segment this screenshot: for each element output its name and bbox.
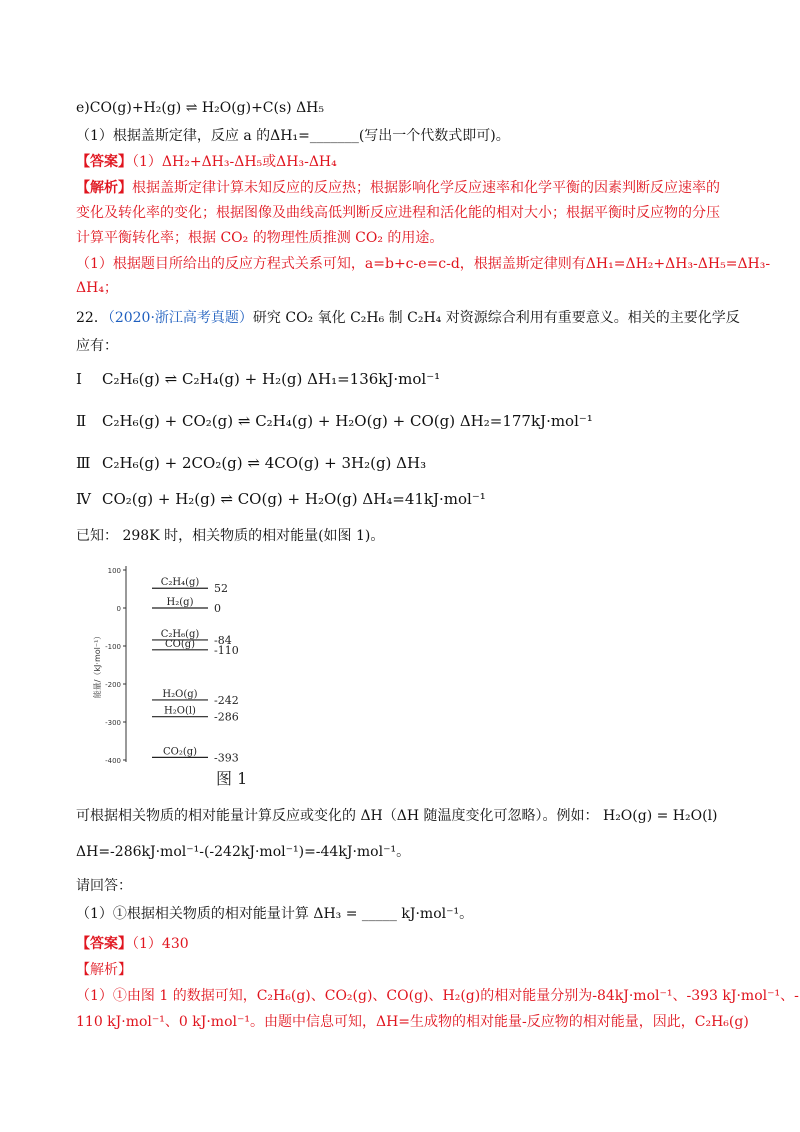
energy-value-label: -393 (214, 751, 239, 765)
species-label: C₂H₄(g) (160, 577, 200, 589)
energy-value-label: -110 (214, 643, 239, 657)
species-label: C₂H₆(g) (160, 628, 200, 640)
answer-2 (76, 934, 189, 954)
question-1-previous: （1）根据盖斯定律，反应 a 的ΔH₁=_______(写出一个代数式即可)。 (76, 128, 510, 144)
question-1: （1）①根据相关物质的相对能量计算 ΔH₃ = _____ kJ·mol⁻¹。 (76, 906, 474, 922)
species-label: CO₂(g) (162, 746, 198, 758)
question-22-line-1 (76, 308, 740, 328)
y-tick-label: -400 (105, 757, 121, 765)
reaction-4 (76, 490, 486, 508)
calc-line-2: ΔH=-286kJ·mol⁻¹-(-242kJ·mol⁻¹)=-44kJ·mol⁻¹。 (76, 844, 411, 860)
species-label: H₂O(g) (162, 688, 198, 700)
analysis-1-line-2: 变化及转化率的变化；根据图像及曲线高低判断反应进程和活化能的相对大小；根据平衡时反应物的分压 (76, 205, 720, 221)
reaction-number: Ⅱ (76, 412, 87, 430)
analysis-2-line-1: （1）①由图 1 的数据可知，C₂H₆(g)、CO₂(g)、CO(g)、H₂(g)的相对能量分别为-84kJ·mol⁻¹、-393 kJ·mol⁻¹、- (76, 988, 799, 1004)
reaction-equation: C₂H₆(g) ⇌ C₂H₄(g) + H₂(g) ΔH₁=136kJ·mol⁻¹ (102, 370, 441, 388)
energy-level-chart (92, 558, 272, 794)
question-text: 研究 CO₂ 氧化 C₂H₆ 制 C₂H₄ 对资源综合利用有重要意义。相关的主要化学反 (252, 310, 740, 326)
reaction-number: Ⅲ (76, 454, 91, 472)
reaction-2 (76, 412, 593, 430)
y-tick-label: -200 (105, 681, 121, 689)
reaction-number: Ⅰ (76, 370, 82, 388)
analysis-2-tag: 【解析】 (76, 962, 132, 978)
answer-tag: 【答案】 (76, 936, 132, 952)
analysis-1-line-5: ΔH₄； (76, 280, 118, 296)
calc-line-1: 可根据相关物质的相对能量计算反应或变化的 ΔH（ΔH 随温度变化可忽略）。例如： H₂O(g) = H₂O(l) (76, 808, 718, 824)
energy-value-label: 0 (214, 602, 221, 615)
energy-value-label: 52 (214, 582, 228, 596)
reaction-equation: CO₂(g) + H₂(g) ⇌ CO(g) + H₂O(g) ΔH₄=41kJ·mol⁻¹ (102, 490, 486, 508)
question-22-line-2: 应有： (76, 338, 118, 354)
question-number: 22． (76, 310, 108, 326)
known-conditions: 已知： 298K 时，相关物质的相对能量(如图 1)。 (76, 528, 385, 544)
reaction-equation: C₂H₆(g) + CO₂(g) ⇌ C₂H₄(g) + H₂O(g) + CO(g) ΔH₂=177kJ·mol⁻¹ (102, 412, 593, 430)
analysis-2-line-2: 110 kJ·mol⁻¹、0 kJ·mol⁻¹。由题中信息可知，ΔH=生成物的相对能量-反应物的相对能量，因此，C₂H₆(g) (76, 1014, 749, 1030)
answer-1 (76, 152, 337, 172)
reaction-3 (76, 454, 426, 472)
answer-text: （1）ΔH₂+ΔH₃-ΔH₅或ΔH₃-ΔH₄ (132, 154, 337, 170)
analysis-1-line-1 (76, 178, 720, 198)
question-source: （2020·浙江高考真题） (107, 310, 253, 326)
species-label: H₂O(l) (164, 705, 196, 717)
energy-value-label: -286 (214, 710, 239, 724)
energy-value-label: -242 (214, 693, 239, 707)
species-label: CO(g) (164, 638, 196, 650)
y-tick-label: -300 (105, 719, 121, 727)
y-axis-label: 能量/（kJ·mol⁻¹） (93, 631, 102, 699)
y-tick-label: 0 (116, 605, 121, 613)
answer-text: （1）430 (132, 936, 189, 952)
y-tick-label: -100 (105, 643, 121, 651)
figure-caption: 图 1 (216, 769, 248, 788)
analysis-1-line-4: （1）根据题目所给出的反应方程式关系可知，a=b+c-e=c-d，根据盖斯定律则有ΔH₁=ΔH₂+ΔH₃-ΔH₅=ΔH₃- (76, 256, 771, 272)
please-answer: 请回答： (76, 878, 132, 894)
analysis-tag: 【解析】 (76, 180, 132, 196)
analysis-1-line-3: 计算平衡转化率；根据 CO₂ 的物理性质推测 CO₂ 的用途。 (76, 230, 444, 246)
species-label: H₂(g) (166, 597, 194, 608)
analysis-text: 根据盖斯定律计算未知反应的反应热；根据影响化学反应速率和化学平衡的因素判断反应速率的 (132, 180, 720, 196)
equation-e: e)CO(g)+H₂(g) ⇌ H₂O(g)+C(s) ΔH₅ (76, 100, 325, 116)
energy-value-label: -84 (214, 633, 232, 647)
y-tick-label: 100 (107, 567, 121, 575)
answer-tag: 【答案】 (76, 154, 132, 170)
reaction-number: Ⅳ (76, 490, 91, 508)
reaction-1 (76, 370, 440, 388)
reaction-equation: C₂H₆(g) + 2CO₂(g) ⇌ 4CO(g) + 3H₂(g) ΔH₃ (102, 454, 427, 472)
